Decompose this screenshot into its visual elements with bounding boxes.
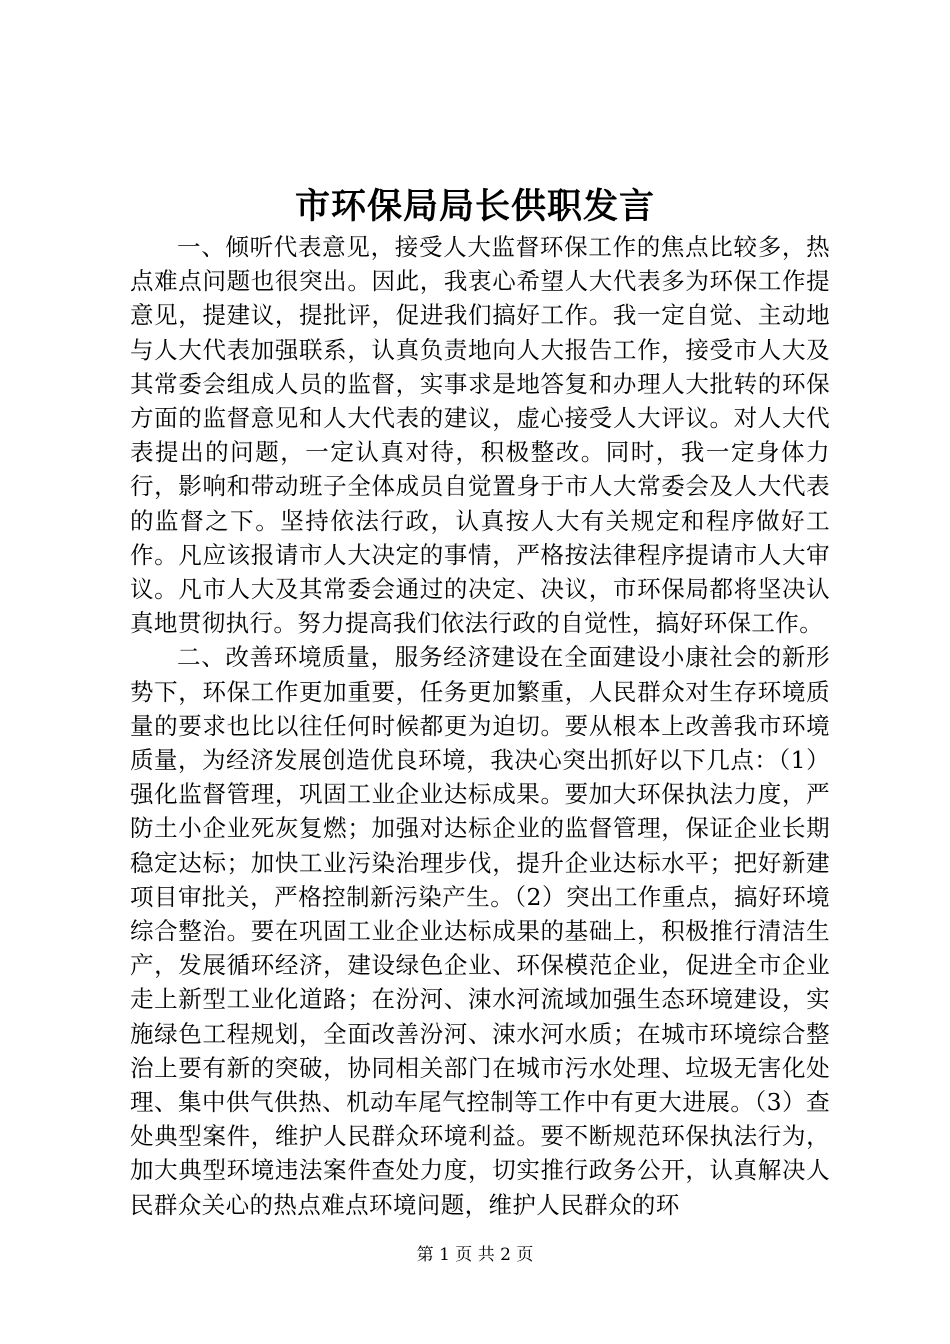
page-number-footer: 第 1 页 共 2 页 [416,1245,534,1265]
document-body [130,230,830,1222]
paragraph-1: 一、倾听代表意见，接受人大监督环保工作的焦点比较多，热点难点问题也很突出。因此，我衷心希望人大代表多为环保工作提意见，提建议，提批评，促进我们搞好工作。我一定自觉、主动地与人大代表加强联系，认真负责地向人大报告工作，接受市人大及其常委会组成人员的监督，实事求是地答复和办理人大批转的环保方面的监督意见和人大代表的建议，虚心接受人大评议。对人大代表提出的问题，一定认真对待，积极整改。同时，我一定身体力行，影响和带动班子全体成员自觉置身于市人大常委会及人大代表的监督之下。坚持依法行政，认真按人大有关规定和程序做好工作。凡应该报请市人大决定的事情，严格按法律程序提请市人大审议。凡市人大及其常委会通过的决定、决议，市环保局都将坚决认真地贯彻执行。努力提高我们依法行政的自觉性，搞好环保工作。 [130,233,830,638]
document-title: 市环保局局长供职发言 [294,186,655,227]
paragraph-2: 二、改善环境质量，服务经济建设在全面建设小康社会的新形势下，环保工作更加重要，任务更加繁重，人民群众对生存环境质量的要求也比以往任何时候都更为迫切。要从根本上改善我市环境质量，为经济发展创造优良环境，我决心突出抓好以下几点：（1）强化监督管理，巩固工业企业达标成果。要加大环保执法力度，严防土小企业死灰复燃；加强对达标企业的监督管理，保证企业长期稳定达标；加快工业污染治理步伐，提升企业达标水平；把好新建项目审批关，严格控制新污染产生。（2）突出工作重点，搞好环境综合整治。要在巩固工业企业达标成果的基础上，积极推行清洁生产，发展循环经济，建设绿色企业、环保模范企业，促进全市企业走上新型工业化道路；在汾河、涑水河流域加强生态环境建设，实施绿色工程规划，全面改善汾河、涑水河水质；在城市环境综合整治上要有新的突破，协同相关部门在城市污水处理、垃圾无害化处理、集中供气供热、机动车尾气控制等工作中有更大进展。（3）查处典型案件，维护人民群众环境利益。要不断规范环保执法行为，加大典型环境违法案件查处力度，切实推行政务公开，认真解决人民群众关心的热点难点环境问题，维护人民群众的环 [130,643,830,1219]
